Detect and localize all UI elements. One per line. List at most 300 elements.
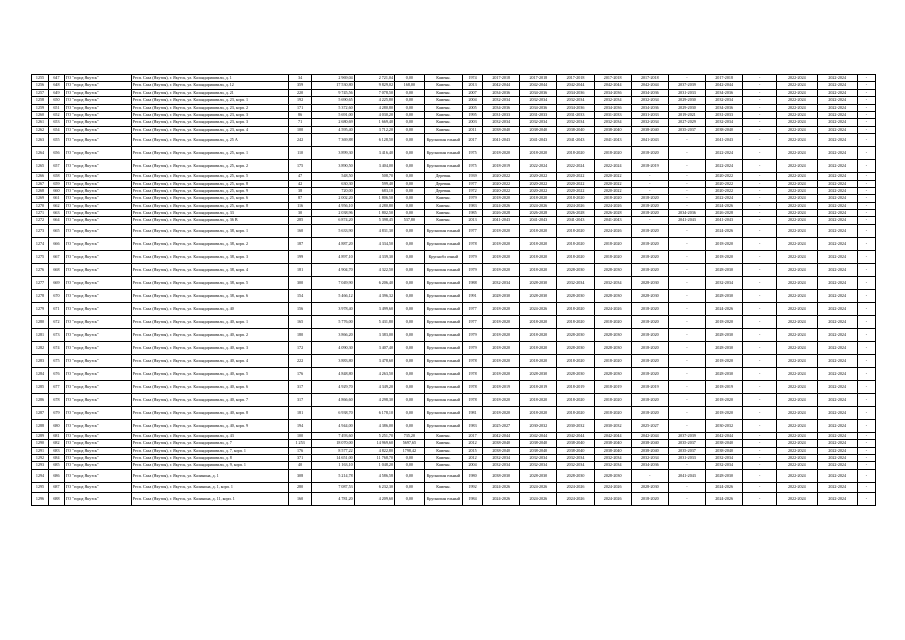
cell-survey-period: 2022-2024 (777, 263, 817, 276)
cell-wall-material: Каменн. (424, 119, 462, 126)
cell-row-number: 1285 (32, 380, 49, 393)
cell-living-area: 599,40 (354, 180, 394, 187)
cell-roof-repair-period: 2018-2020 (483, 302, 520, 315)
cell-non-living-area: 0,00 (395, 289, 425, 302)
cell-design-period: 2022-2024 (817, 302, 857, 315)
cell-heating-repair-period: 2032-2034 (557, 462, 594, 469)
cell-row-number: 1296 (32, 492, 49, 505)
cell-address: Респ. Саха (Якутия), г. Якутск, ул. Каландаришвили, д. 40, корп. 6 (131, 380, 288, 393)
cell-survey-period: 2022-2024 (777, 289, 817, 302)
cell-living-area: 6 232,30 (354, 482, 394, 492)
cell-roof-repair-period: 2038-2030 (483, 469, 520, 482)
cell-house-id: 653 (48, 119, 64, 126)
cell-extra-works-period: - (743, 180, 777, 187)
table-row (32, 210, 876, 217)
cell-build-year: 1979 (462, 250, 482, 263)
cell-living-area: 3 404,00 (354, 160, 394, 173)
cell-extra-works-period: - (743, 289, 777, 302)
cell-wall-material: Каменн. (424, 210, 462, 217)
cell-address: Респ. Саха (Якутия), г. Якутск, ул. Каландаришвили, д. 40, корп. 9 (131, 419, 288, 432)
cell-non-living-area: 0,00 (395, 341, 425, 354)
cell-living-area: 1 669,40 (354, 119, 394, 126)
cell-row-number: 1275 (32, 250, 49, 263)
cell-facade-repair-period: 2041-2043 (520, 217, 557, 224)
cell-address: Респ. Саха (Якутия), г. Якутск, ул. Каландаришвили, д. 25, корп. 2 (131, 160, 288, 173)
cell-electric-repair-period: 2028-2030 (631, 276, 668, 289)
cell-basement-repair-period: 2024-2026 (706, 224, 743, 237)
cell-water-repair-period: 2018-2020 (594, 393, 631, 406)
cell-build-year: 1978 (462, 393, 482, 406)
cell-address: Респ. Саха (Якутия), г. Якутск, ул. Каландаришвили, д. 38, корп. 1 (131, 224, 288, 237)
cell-note: - (857, 393, 875, 406)
cell-elevator-repair-period: - (668, 187, 705, 194)
cell-house-id: 665 (48, 224, 64, 237)
cell-extra-works-period: - (743, 224, 777, 237)
cell-total-area: 7 087,53 (312, 482, 354, 492)
cell-note: - (857, 210, 875, 217)
cell-wall-material: Каменн. (424, 482, 462, 492)
cell-extra-works-period: - (743, 482, 777, 492)
cell-extra-works-period: - (743, 111, 777, 118)
cell-elevator-repair-period: - (668, 492, 705, 505)
cell-heating-repair-period: 2028-2030 (557, 263, 594, 276)
cell-basement-repair-period: 2020-2022 (706, 173, 743, 180)
cell-total-area: 4 866,60 (312, 393, 354, 406)
cell-heating-repair-period: 2041-2043 (557, 217, 594, 224)
cell-residents-count: 100 (288, 432, 311, 439)
cell-residents-count: 38 (288, 187, 311, 194)
cell-extra-works-period: - (743, 354, 777, 367)
cell-house-id: 672 (48, 315, 64, 328)
cell-municipality: ГО "город Якутск" (64, 406, 131, 419)
cell-row-number: 1257 (32, 89, 49, 96)
cell-build-year: 1980 (462, 469, 482, 482)
cell-non-living-area: 1798,42 (395, 447, 425, 454)
cell-note: - (857, 111, 875, 118)
cell-non-living-area: 0,00 (395, 160, 425, 173)
cell-row-number: 1272 (32, 217, 49, 224)
cell-residents-count: 176 (288, 367, 311, 380)
cell-municipality: ГО "город Якутск" (64, 97, 131, 104)
cell-heating-repair-period: 2034-2036 (557, 89, 594, 96)
cell-water-repair-period: 2018-2020 (594, 315, 631, 328)
cell-elevator-repair-period: 2035-2037 (668, 126, 705, 133)
cell-living-area: 4 334,50 (354, 237, 394, 250)
cell-survey-period: 2022-2024 (777, 82, 817, 89)
cell-roof-repair-period: 2034-2036 (483, 89, 520, 96)
cell-wall-material: Крупнопан ельный (424, 160, 462, 173)
cell-electric-repair-period: 2018-2020 (631, 492, 668, 505)
cell-row-number: 1295 (32, 482, 49, 492)
cell-total-area: 3 978,40 (312, 302, 354, 315)
cell-electric-repair-period: 2018-2020 (631, 406, 668, 419)
cell-build-year: 1991 (462, 289, 482, 302)
cell-elevator-repair-period: 2029-2030 (668, 104, 705, 111)
cell-facade-repair-period: 2018-2020 (520, 224, 557, 237)
cell-living-area: 4 280,80 (354, 202, 394, 209)
cell-heating-repair-period: 2018-2020 (557, 406, 594, 419)
cell-water-repair-period: 2024-2026 (594, 202, 631, 209)
cell-electric-repair-period: 2038-2040 (631, 447, 668, 454)
cell-facade-repair-period: 2018-2020 (520, 341, 557, 354)
table-row (32, 224, 876, 237)
cell-address: Респ. Саха (Якутия), г. Якутск, ул. Каландаришвили, д. 25, корп. 9 (131, 187, 288, 194)
cell-row-number: 1266 (32, 173, 49, 180)
cell-non-living-area: 0,00 (395, 367, 425, 380)
cell-heating-repair-period: 2020-2022 (557, 180, 594, 187)
cell-heating-repair-period: 2018-2020 (557, 195, 594, 202)
cell-address: Респ. Саха (Якутия), г. Якутск, ул. Каландаришвили, д. 38, корп. 3 (131, 250, 288, 263)
cell-wall-material: Крупнопан ельный (424, 419, 462, 432)
cell-living-area: 4 396,32 (354, 289, 394, 302)
cell-municipality: ГО "город Якутск" (64, 354, 131, 367)
cell-build-year: 1979 (462, 263, 482, 276)
cell-house-id: 683 (48, 447, 64, 454)
cell-total-area: 5 690,65 (312, 97, 354, 104)
cell-note: - (857, 406, 875, 419)
table-row (32, 380, 876, 393)
cell-elevator-repair-period: - (668, 180, 705, 187)
cell-survey-period: 2022-2024 (777, 97, 817, 104)
cell-address: Респ. Саха (Якутия), г. Якутск, ул. Каландаришвили, д. 23, корп. 3 (131, 119, 288, 126)
cell-wall-material: Крупнопан ельный (424, 263, 462, 276)
cell-house-id: 660 (48, 187, 64, 194)
cell-extra-works-period: - (743, 134, 777, 147)
cell-elevator-repair-period: - (668, 134, 705, 147)
cell-row-number: 1262 (32, 126, 49, 133)
cell-row-number: 1258 (32, 97, 49, 104)
cell-water-repair-period: 2024-2026 (594, 302, 631, 315)
cell-build-year: 1979 (462, 195, 482, 202)
cell-electric-repair-period: - (631, 217, 668, 224)
cell-extra-works-period: - (743, 237, 777, 250)
cell-water-repair-period: 2018-2020 (594, 354, 631, 367)
cell-facade-repair-period: 2038-2040 (520, 126, 557, 133)
cell-design-period: 2022-2024 (817, 419, 857, 432)
cell-build-year: 1978 (462, 367, 482, 380)
cell-non-living-area: 0,00 (395, 263, 425, 276)
cell-build-year: 1975 (462, 147, 482, 160)
cell-electric-repair-period: 2018-2020 (631, 328, 668, 341)
cell-municipality: ГО "город Якутск" (64, 462, 131, 469)
cell-address: Респ. Саха (Якутия), г. Якутск, ул. Каландаришвили, д. 23, корп. 2 (131, 104, 288, 111)
cell-build-year: 2012 (462, 455, 482, 462)
cell-row-number: 1291 (32, 447, 49, 454)
cell-wall-material: Крупнопан ельный (424, 341, 462, 354)
cell-note: - (857, 276, 875, 289)
cell-house-id: 674 (48, 341, 64, 354)
cell-roof-repair-period: 2018-2020 (483, 263, 520, 276)
cell-survey-period: 2022-2024 (777, 224, 817, 237)
cell-house-id: 657 (48, 160, 64, 173)
cell-elevator-repair-period: - (668, 367, 705, 380)
table-row (32, 134, 876, 147)
cell-non-living-area: 0,00 (395, 224, 425, 237)
cell-facade-repair-period: 2018-2020 (520, 315, 557, 328)
cell-roof-repair-period: 2018-2020 (483, 328, 520, 341)
cell-row-number: 1271 (32, 210, 49, 217)
cell-extra-works-period: - (743, 89, 777, 96)
cell-elevator-repair-period: - (668, 289, 705, 302)
cell-water-repair-period: 2028-2030 (594, 263, 631, 276)
cell-roof-repair-period: 2018-2020 (483, 406, 520, 419)
cell-note: - (857, 195, 875, 202)
cell-total-area: 720,00 (312, 187, 354, 194)
cell-residents-count: 71 (288, 119, 311, 126)
cell-roof-repair-period: 2018-2020 (483, 195, 520, 202)
cell-electric-repair-period: 2018-2020 (631, 367, 668, 380)
cell-basement-repair-period: 2028-2030 (706, 341, 743, 354)
cell-water-repair-period: 2020-2022 (594, 173, 631, 180)
cell-elevator-repair-period: - (668, 250, 705, 263)
cell-basement-repair-period: 2042-2044 (706, 82, 743, 89)
cell-roof-repair-period: 2042-2044 (483, 82, 520, 89)
cell-residents-count: 181 (288, 406, 311, 419)
cell-total-area: 5 214,78 (312, 469, 354, 482)
cell-heating-repair-period: 2018-2020 (557, 237, 594, 250)
table-row (32, 111, 876, 118)
cell-house-id: 659 (48, 180, 64, 187)
cell-municipality: ГО "город Якутск" (64, 180, 131, 187)
cell-roof-repair-period: 2020-2022 (483, 187, 520, 194)
cell-basement-repair-period: 2030-2032 (706, 419, 743, 432)
cell-note: - (857, 75, 875, 82)
cell-note: - (857, 367, 875, 380)
cell-row-number: 1264 (32, 147, 49, 160)
cell-address: Респ. Саха (Якутия), г. Якутск, ул. Каландаришвили, д. 40, корп. 1 (131, 315, 288, 328)
cell-extra-works-period: - (743, 328, 777, 341)
cell-row-number: 1281 (32, 328, 49, 341)
cell-facade-repair-period: 2031-2033 (520, 111, 557, 118)
cell-roof-repair-period: 2018-2019 (483, 160, 520, 173)
cell-total-area: 5 633,90 (312, 224, 354, 237)
cell-note: - (857, 469, 875, 482)
cell-residents-count: 154 (288, 289, 311, 302)
cell-electric-repair-period: - (631, 180, 668, 187)
cell-facade-repair-period: 2020-2022 (520, 187, 557, 194)
cell-basement-repair-period: 2024-2026 (706, 302, 743, 315)
cell-wall-material: Крупнопан ельный (424, 328, 462, 341)
cell-heating-repair-period: 2038-2040 (557, 126, 594, 133)
cell-water-repair-period: 2032-2034 (594, 97, 631, 104)
table-body (32, 75, 876, 506)
cell-residents-count: 180 (288, 328, 311, 341)
cell-basement-repair-period: 2034-2036 (706, 104, 743, 111)
cell-facade-repair-period: 2018-2020 (520, 328, 557, 341)
cell-extra-works-period: - (743, 380, 777, 393)
cell-survey-period: 2022-2024 (777, 447, 817, 454)
cell-build-year: 2012 (462, 440, 482, 447)
cell-basement-repair-period: 2018-2020 (706, 315, 743, 328)
cell-heating-repair-period: 2028-2030 (557, 328, 594, 341)
cell-non-living-area: 0,00 (395, 89, 425, 96)
cell-house-id: 679 (48, 406, 64, 419)
cell-note: - (857, 250, 875, 263)
cell-note: - (857, 119, 875, 126)
cell-design-period: 2022-2024 (817, 367, 857, 380)
cell-extra-works-period: - (743, 419, 777, 432)
cell-total-area: 1 163,10 (312, 462, 354, 469)
cell-house-id: 647 (48, 75, 64, 82)
table-row (32, 393, 876, 406)
cell-basement-repair-period: 2018-2020 (706, 354, 743, 367)
cell-design-period: 2022-2024 (817, 492, 857, 505)
cell-living-area: 4 386,00 (354, 419, 394, 432)
table-row (32, 462, 876, 469)
cell-heating-repair-period: 2018-2020 (557, 354, 594, 367)
cell-extra-works-period: - (743, 440, 777, 447)
cell-row-number: 1282 (32, 341, 49, 354)
cell-residents-count: 280 (288, 482, 311, 492)
table-row (32, 469, 876, 482)
cell-house-id: 680 (48, 419, 64, 432)
cell-house-id: 670 (48, 289, 64, 302)
table-row (32, 302, 876, 315)
cell-wall-material: Крупнопан ельный (424, 469, 462, 482)
cell-survey-period: 2022-2024 (777, 160, 817, 173)
cell-wall-material: Каменн. (424, 440, 462, 447)
cell-living-area: 6 178,10 (354, 406, 394, 419)
cell-wall-material: Каменн. (424, 462, 462, 469)
cell-non-living-area: 0,00 (395, 97, 425, 104)
cell-design-period: 2022-2024 (817, 217, 857, 224)
cell-electric-repair-period: 2032-2034 (631, 119, 668, 126)
cell-elevator-repair-period: - (668, 341, 705, 354)
cell-living-area: 11 768,70 (354, 455, 394, 462)
cell-residents-count: 1 253 (288, 440, 311, 447)
cell-elevator-repair-period: - (668, 202, 705, 209)
cell-extra-works-period: - (743, 263, 777, 276)
cell-note: - (857, 187, 875, 194)
cell-extra-works-period: - (743, 119, 777, 126)
cell-wall-material: Крупнопан ельный (424, 276, 462, 289)
cell-roof-repair-period: 2018-2020 (483, 315, 520, 328)
cell-elevator-repair-period: - (668, 173, 705, 180)
cell-elevator-repair-period: 2037-2039 (668, 82, 705, 89)
cell-house-id: 669 (48, 276, 64, 289)
cell-total-area: 2 680,69 (312, 119, 354, 126)
cell-municipality: ГО "город Якутск" (64, 111, 131, 118)
cell-wall-material: Крупнопан ельный (424, 224, 462, 237)
cell-non-living-area: 0,00 (395, 187, 425, 194)
cell-living-area: 5 251,70 (354, 432, 394, 439)
cell-water-repair-period: 2042-2044 (594, 432, 631, 439)
cell-electric-repair-period: 2018-2020 (631, 202, 668, 209)
cell-build-year: 1983 (462, 202, 482, 209)
cell-living-area: 508,70 (354, 173, 394, 180)
cell-roof-repair-period: 2032-2034 (483, 97, 520, 104)
cell-build-year: 1975 (462, 160, 482, 173)
cell-facade-repair-period: 2018-2020 (520, 237, 557, 250)
cell-design-period: 2022-2024 (817, 250, 857, 263)
cell-roof-repair-period: 2018-2020 (483, 341, 520, 354)
cell-basement-repair-period: 2038-2040 (706, 440, 743, 447)
cell-non-living-area: 0,00 (395, 250, 425, 263)
cell-survey-period: 2022-2024 (777, 462, 817, 469)
cell-address: Респ. Саха (Якутия), г. Якутск, ул. Каландаришвили, д. 38, корп. 4 (131, 263, 288, 276)
cell-elevator-repair-period: 2035-2037 (668, 447, 705, 454)
cell-row-number: 1268 (32, 187, 49, 194)
cell-living-area: 1 806,50 (354, 195, 394, 202)
cell-survey-period: 2022-2024 (777, 180, 817, 187)
cell-design-period: 2022-2024 (817, 469, 857, 482)
cell-note: - (857, 492, 875, 505)
cell-living-area: 9 829,02 (354, 82, 394, 89)
cell-row-number: 1274 (32, 237, 49, 250)
cell-note: - (857, 440, 875, 447)
cell-total-area: 5 466,12 (312, 289, 354, 302)
cell-note: - (857, 447, 875, 454)
cell-house-id: 648 (48, 82, 64, 89)
cell-electric-repair-period: 2042-2044 (631, 432, 668, 439)
cell-build-year: 1988 (462, 276, 482, 289)
cell-water-repair-period: 2034-2036 (594, 104, 631, 111)
cell-wall-material: Крупнобл очный (424, 250, 462, 263)
cell-municipality: ГО "город Якутск" (64, 217, 131, 224)
cell-total-area: 3 866,20 (312, 328, 354, 341)
cell-heating-repair-period: 2034-2036 (557, 104, 594, 111)
cell-address: Респ. Саха (Якутия), г. Якутск, ул. Каландаришвили, д. 25, корп. 8 (131, 202, 288, 209)
cell-roof-repair-period: 2034-2036 (483, 104, 520, 111)
cell-note: - (857, 89, 875, 96)
cell-design-period: 2022-2024 (817, 447, 857, 454)
cell-address: Респ. Саха (Якутия), г. Якутск, ул. Каландаришвили, д. 12 (131, 82, 288, 89)
cell-living-area: 4 349,20 (354, 380, 394, 393)
cell-residents-count: 242 (288, 134, 311, 147)
cell-roof-repair-period: 2018-2020 (483, 367, 520, 380)
cell-roof-repair-period: 2041-2043 (483, 134, 520, 147)
cell-heating-repair-period: 2032-2034 (557, 276, 594, 289)
cell-facade-repair-period: 2038-2040 (520, 447, 557, 454)
cell-water-repair-period: 2032-2034 (594, 455, 631, 462)
cell-municipality: ГО "город Якутск" (64, 104, 131, 111)
cell-total-area: 4 904,70 (312, 263, 354, 276)
cell-non-living-area: 0,00 (395, 482, 425, 492)
cell-design-period: 2022-2024 (817, 104, 857, 111)
cell-house-id: 662 (48, 202, 64, 209)
cell-residents-count: 317 (288, 380, 311, 393)
cell-design-period: 2022-2024 (817, 354, 857, 367)
cell-build-year: 1992 (462, 482, 482, 492)
cell-water-repair-period: 2032-2034 (594, 119, 631, 126)
cell-electric-repair-period: 2028-2030 (631, 289, 668, 302)
cell-non-living-area: 0,00 (395, 134, 425, 147)
cell-design-period: 2022-2024 (817, 289, 857, 302)
cell-house-id: 654 (48, 126, 64, 133)
cell-roof-repair-period: 2018-2020 (483, 393, 520, 406)
cell-survey-period: 2022-2024 (777, 89, 817, 96)
cell-basement-repair-period: 2022-2024 (706, 160, 743, 173)
cell-extra-works-period: - (743, 367, 777, 380)
cell-elevator-repair-period: 2034-2036 (668, 210, 705, 217)
cell-total-area: 4 090,30 (312, 341, 354, 354)
cell-total-area: 6 874,20 (312, 217, 354, 224)
cell-total-area: 7 493,60 (312, 432, 354, 439)
cell-address: Респ. Саха (Якутия), г. Якутск, ул. Каландаришвили, д. 38, корп. 2 (131, 237, 288, 250)
table-row (32, 276, 876, 289)
cell-roof-repair-period: 2038-2040 (483, 126, 520, 133)
cell-living-area: 3 499,60 (354, 302, 394, 315)
cell-elevator-repair-period: - (668, 354, 705, 367)
cell-non-living-area: 0,00 (395, 328, 425, 341)
cell-water-repair-period: 2018-2019 (594, 380, 631, 393)
cell-build-year: 2004 (462, 97, 482, 104)
cell-electric-repair-period: 2038-2040 (631, 440, 668, 447)
cell-row-number: 1287 (32, 406, 49, 419)
cell-design-period: 2022-2024 (817, 440, 857, 447)
cell-extra-works-period: - (743, 447, 777, 454)
cell-basement-repair-period: 2018-2019 (706, 380, 743, 393)
